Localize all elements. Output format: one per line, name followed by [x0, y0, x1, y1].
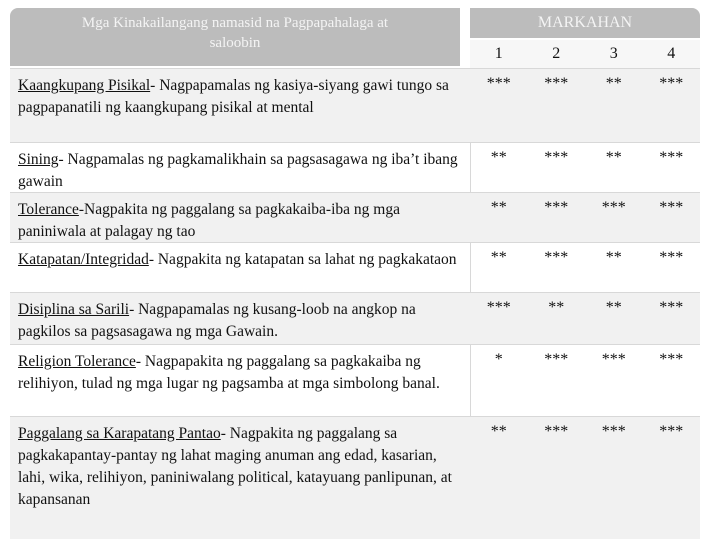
row-score: **	[490, 423, 507, 440]
row-score: **	[490, 149, 507, 166]
row-score: ***	[544, 199, 569, 216]
row-term: Katapatan/Integridad	[18, 251, 149, 268]
row-term: Disiplina sa Sarili	[18, 301, 130, 318]
score-col-3: 3	[609, 45, 618, 62]
row-score: ***	[601, 351, 626, 368]
row-text: - Nagpapakita ng paggalang sa pagkakaiba ng relihiyon, tulad ng mga lugar ng pagsamba at mga simbolong banal.	[18, 353, 440, 392]
row-description	[10, 417, 470, 539]
row-text: - Nagpakita ng katapatan sa lahat ng pagkakataon	[148, 251, 457, 268]
row-score: **	[605, 299, 622, 316]
row-score: ***	[601, 423, 626, 440]
row-text: - Nagpapamalas ng kasiya-siyang gawi tungo sa pagpapanatili ng kaangkupang pisikal at mental	[18, 77, 449, 116]
row-score: ***	[659, 423, 684, 440]
row-score: ***	[659, 249, 684, 266]
row-term: Religion Tolerance	[18, 353, 136, 370]
row-score: **	[490, 199, 507, 216]
table-row	[10, 242, 700, 293]
table-row	[10, 292, 700, 345]
row-text: - Nagpakita ng paggalang sa pagkakapantay-pantay ng lahat maging anuman ang edad, kasarian, lahi, wika, relihiyon, paniniwalang political, katayuang panlipunan, at kapansanan	[18, 425, 452, 508]
row-text: -Nagpakita ng paggalang sa pagkakaiba-iba ng mga paniniwala at palagay ng tao	[18, 201, 400, 240]
header-markahan-title: MARKAHAN	[537, 14, 633, 31]
row-score: ***	[659, 299, 684, 316]
row-score: ***	[544, 249, 569, 266]
row-score: ***	[601, 199, 626, 216]
table-row	[10, 68, 700, 143]
score-col-4: 4	[667, 45, 676, 62]
table-row	[10, 192, 700, 243]
row-score: ***	[659, 199, 684, 216]
row-term: Sining	[18, 151, 59, 168]
row-term: Tolerance	[18, 201, 79, 218]
score-col-1: 1	[494, 45, 503, 62]
row-score: **	[548, 299, 565, 316]
score-col-2: 2	[552, 45, 561, 62]
row-term: Paggalang sa Karapatang Pantao	[18, 425, 221, 442]
row-score: ***	[659, 351, 684, 368]
row-description	[10, 293, 470, 345]
row-description	[10, 69, 470, 143]
row-score: ***	[544, 149, 569, 166]
row-description	[10, 143, 470, 193]
table-row	[10, 416, 700, 539]
row-score: **	[605, 249, 622, 266]
row-term: Kaangkupang Pisikal	[18, 77, 151, 94]
row-score: **	[605, 149, 622, 166]
table-row	[10, 142, 700, 193]
row-description	[10, 193, 470, 243]
header-criteria	[10, 8, 460, 66]
row-score: ***	[486, 75, 511, 92]
score-column-headers	[470, 40, 700, 68]
row-score: ***	[544, 75, 569, 92]
row-score: **	[605, 75, 622, 92]
row-score: **	[490, 249, 507, 266]
row-score: ***	[659, 149, 684, 166]
row-score: ***	[659, 75, 684, 92]
header-markahan	[470, 8, 700, 38]
row-score: ***	[544, 423, 569, 440]
row-text: - Nagpamalas ng pagkamalikhain sa pagsasagawa ng iba’t ibang gawain	[18, 151, 458, 190]
row-score: ***	[544, 351, 569, 368]
row-description	[10, 243, 470, 293]
row-score: *	[494, 351, 503, 368]
row-text: - Nagpapamalas ng kusang-loob na angkop na pagkilos sa pagsasagawa ng mga Gawain.	[18, 301, 416, 340]
row-description	[10, 345, 470, 417]
table-row	[10, 344, 700, 417]
header-criteria-title: Mga Kinakailangang namasid na Pagpapahalaga at saloobin	[81, 15, 389, 51]
row-score: ***	[486, 299, 511, 316]
